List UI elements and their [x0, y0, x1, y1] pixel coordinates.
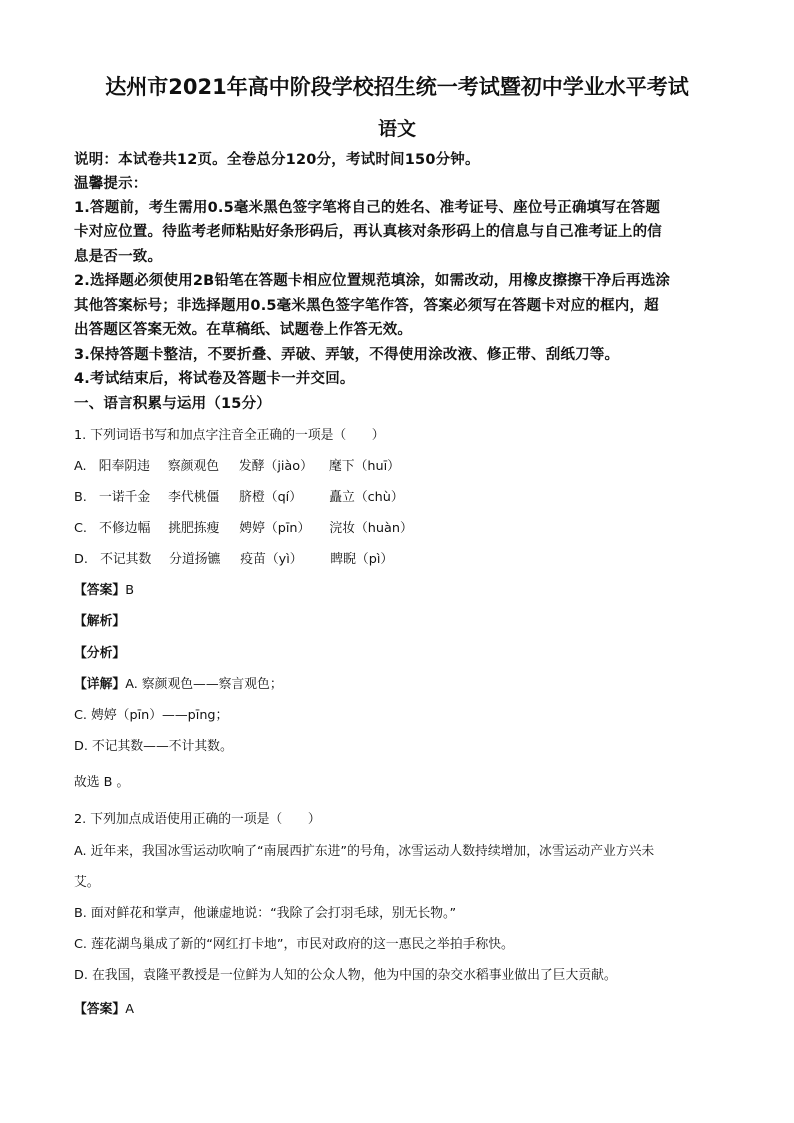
- q2-option-line: C. 莲花湖鸟巢成了新的“网红打卡地”，市民对政府的这一惠民之举拍手称快。: [74, 937, 514, 952]
- fenxi-tag: 【分析】: [74, 646, 126, 661]
- option-word: 分道扬镳: [169, 552, 221, 567]
- q2-answer: [74, 998, 134, 1017]
- tip-line: 2.选择题必须使用2B铅笔在答题卡相应位置规范填涂，如需改动，用橡皮擦擦干净后再选涂: [74, 273, 671, 289]
- tip-line: 4.考试结束后，将试卷及答题卡一并交回。: [74, 371, 355, 387]
- q1-option-d: [74, 548, 393, 567]
- option-label: D.: [74, 552, 88, 567]
- tip-line: 出答题区答案无效。在草稿纸、试题卷上作答无效。: [74, 322, 413, 338]
- option-word: 挑肥拣瘦: [168, 521, 220, 536]
- q1-option-a: [74, 455, 400, 474]
- question-2-stem: 2. 下列加点成语使用正确的一项是（ ）: [74, 812, 321, 827]
- exam-note: 说明：本试卷共12页。全卷总分120分，考试时间150分钟。: [74, 152, 480, 168]
- option-word: 脐橙（qí）: [239, 490, 303, 505]
- analysis-tag: 【解析】: [74, 614, 126, 629]
- answer-tag: 【答案】: [74, 1002, 126, 1017]
- answer-value: A: [125, 1002, 134, 1017]
- option-word: 疫苗（yì）: [240, 552, 303, 567]
- q2-option-line: 艾。: [74, 875, 100, 890]
- option-word: 浣妆（huàn）: [329, 521, 413, 536]
- option-word: 矗立（chù）: [329, 490, 404, 505]
- q2-option-line: B. 面对鲜花和掌声，他谦虚地说：“我除了会打羽毛球，别无长物。”: [74, 906, 457, 921]
- option-word: 麾下（huī）: [329, 459, 400, 474]
- detail-tag: 【详解】: [74, 677, 126, 692]
- option-label: B.: [74, 490, 87, 505]
- detail-line: A. 察颜观色——察言观色；: [125, 677, 283, 692]
- q2-option-line: D. 在我国，袁隆平教授是一位鲜为人知的公众人物，他为中国的杂交水稻事业做出了巨大贡献。: [74, 968, 617, 983]
- tip-line: 1.答题前，考生需用0.5毫米黑色签字笔将自己的姓名、准考证号、座位号正确填写在答题: [74, 200, 661, 216]
- option-label: A.: [74, 459, 87, 474]
- q1-answer: [74, 579, 134, 598]
- question-1-stem: 1. 下列词语书写和加点字注音全正确的一项是（ ）: [74, 428, 385, 443]
- detail-line: C. 娉婷（pīn）——pīng；: [74, 708, 229, 723]
- q1-option-b: [74, 486, 404, 505]
- detail-line: 故选 B 。: [74, 775, 130, 790]
- option-word: 发酵（jiào）: [238, 459, 313, 474]
- q1-detail: [74, 673, 283, 692]
- section-heading: 一、语言积累与运用（15分）: [74, 396, 271, 412]
- tip-line: 3.保持答题卡整洁，不要折叠、弄破、弄皱，不得使用涂改液、修正带、刮纸刀等。: [74, 347, 620, 363]
- option-word: 察颜观色: [167, 459, 220, 474]
- tips-heading: 温馨提示：: [74, 176, 148, 192]
- option-word: 阳奉阴违: [98, 459, 150, 474]
- subject-title: 语文: [377, 118, 416, 140]
- q1-option-c: [74, 517, 413, 536]
- answer-value: B: [125, 583, 134, 598]
- option-word: 不修边幅: [99, 521, 151, 536]
- exam-title: 达州市2021年高中阶段学校招生统一考试暨初中学业水平考试: [105, 75, 689, 99]
- tip-line: 其他答案标号；非选择题用0.5毫米黑色签字笔作答，答案必须写在答题卡对应的框内，超: [74, 298, 659, 314]
- detail-line: D. 不记其数——不计其数。: [74, 739, 233, 754]
- q2-option-line: A. 近年来，我国冰雪运动吹响了“南展西扩东进”的号角，冰雪运动人数持续增加，冰雪运动产业方兴未: [74, 844, 655, 859]
- tip-line: 卡对应位置。待监考老师粘贴好条形码后，再认真核对条形码上的信息与自己准考证上的信: [74, 224, 662, 240]
- option-word: 睥睨（pì）: [330, 552, 394, 567]
- option-word: 李代桃僵: [168, 490, 220, 505]
- answer-tag: 【答案】: [74, 583, 126, 598]
- option-word: 不记其数: [100, 552, 152, 567]
- option-word: 娉婷（pīn）: [239, 521, 311, 536]
- tip-line: 息是否一致。: [74, 249, 163, 265]
- option-word: 一诺千金: [99, 490, 151, 505]
- option-label: C.: [74, 521, 88, 536]
